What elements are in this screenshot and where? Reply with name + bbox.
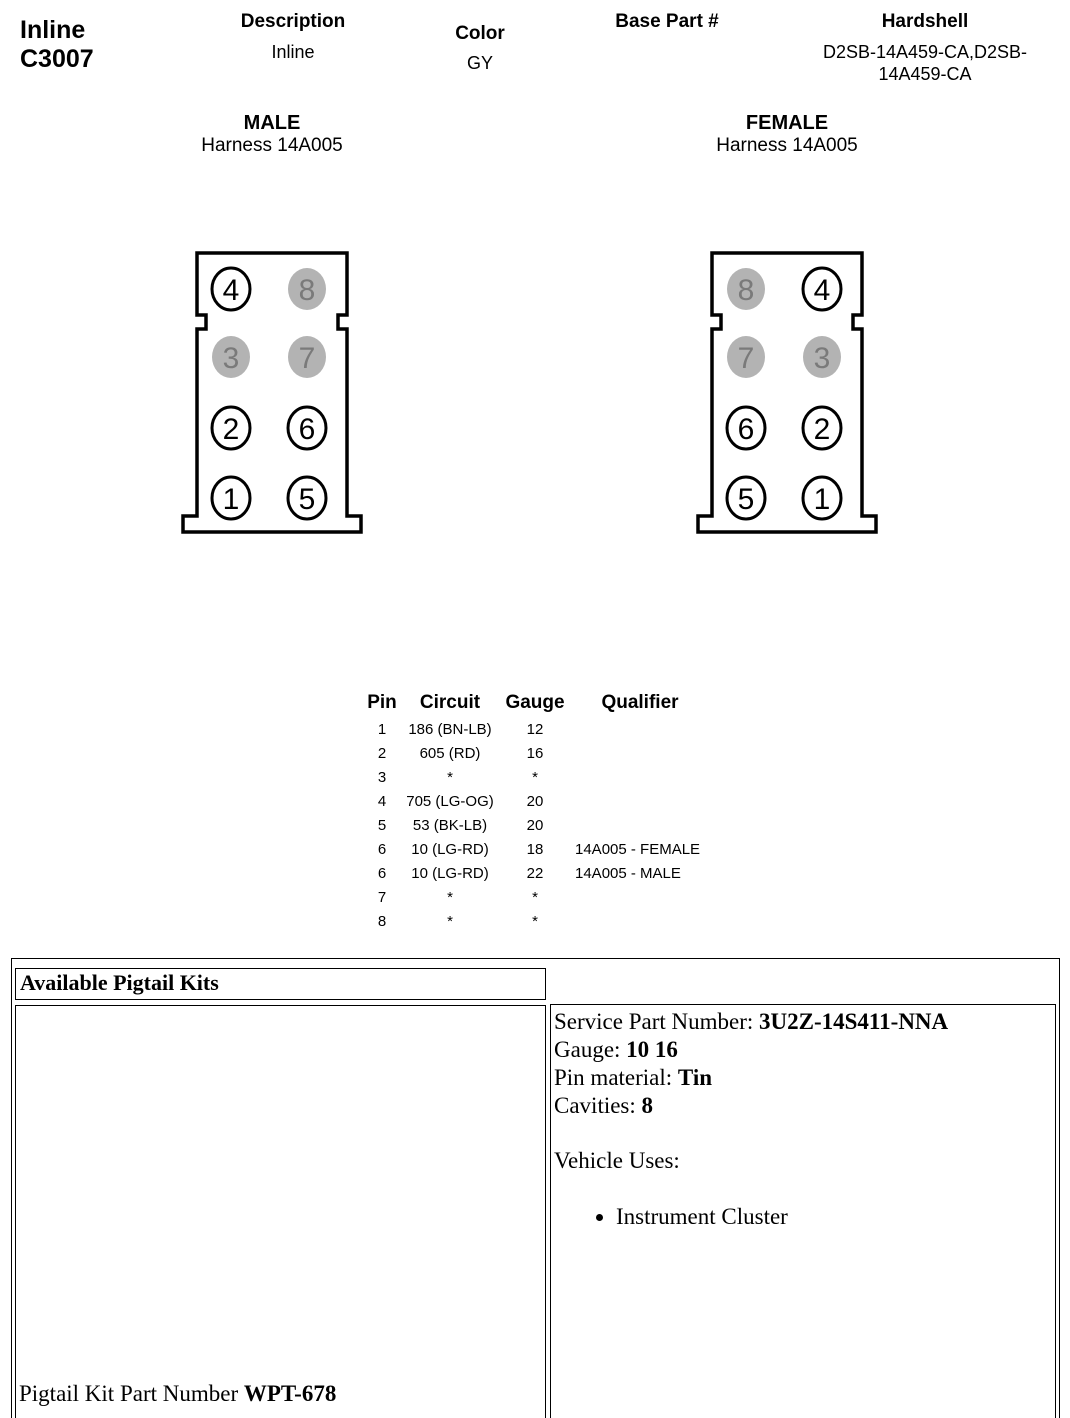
pinout-row-pin: 6 — [377, 841, 387, 858]
pinout-row-circuit: 10 (LG-RD) — [411, 865, 489, 882]
pinout-row-qualifier: 14A005 - MALE — [575, 865, 681, 882]
female-connector-face — [690, 245, 885, 540]
female-view-title: FEMALE — [745, 112, 829, 134]
pinout-row-gauge: 12 — [526, 721, 544, 738]
cavities-value: 8 — [641, 1093, 654, 1118]
pinout-row-circuit: 53 (BK-LB) — [412, 817, 488, 834]
pinout-row-gauge: 20 — [526, 793, 544, 810]
gauge-value: 10 16 — [626, 1037, 678, 1062]
pigtail-details — [554, 1008, 948, 1231]
pinout-row-circuit: 186 (BN-LB) — [408, 721, 492, 738]
pinout-row-circuit: * — [447, 769, 453, 786]
gauge-line — [554, 1036, 948, 1064]
male-pin-1-label: 1 — [222, 483, 240, 516]
cavities-label: Cavities: — [554, 1093, 636, 1118]
kit-part-value: WPT-678 — [243, 1381, 337, 1406]
pinout-row-pin: 3 — [377, 769, 387, 786]
female-view-harness: Harness 14A005 — [716, 135, 858, 156]
pinout-row-pin: 4 — [377, 793, 387, 810]
pinout-row-circuit: 605 (RD) — [419, 745, 481, 762]
pin-material-label: Pin material: — [554, 1065, 673, 1090]
pinout-row-pin: 8 — [377, 913, 387, 930]
male-pin-5-label: 5 — [298, 483, 316, 516]
pinout-row-pin: 5 — [377, 817, 387, 834]
female-pin-7-label: 7 — [737, 342, 755, 375]
hardshell-label: Hardshell — [881, 11, 969, 32]
pinout-row-circuit: 10 (LG-RD) — [411, 841, 489, 858]
female-pin-5-label: 5 — [737, 483, 755, 516]
male-view-harness: Harness 14A005 — [201, 135, 343, 156]
hardshell-value-line1: D2SB-14A459-CA,D2SB- — [822, 42, 1028, 62]
pinout-row-gauge: 22 — [526, 865, 544, 882]
pinout-row-qualifier: 14A005 - FEMALE — [575, 841, 701, 858]
service-part-label: Service Part Number: — [554, 1009, 754, 1034]
female-pin-8-label: 8 — [737, 274, 755, 307]
circuit-column-header: Circuit — [419, 692, 481, 713]
pinout-row-pin: 6 — [377, 865, 387, 882]
connector-type: Inline — [20, 16, 86, 44]
qualifier-column-header: Qualifier — [601, 692, 679, 713]
gauge-label: Gauge: — [554, 1037, 621, 1062]
male-connector-face — [175, 245, 370, 540]
pinout-row-gauge: * — [532, 769, 538, 786]
pinout-row-pin: 2 — [377, 745, 387, 762]
male-pin-2-label: 2 — [222, 413, 240, 446]
pinout-row-pin: 1 — [377, 721, 387, 738]
kit-part-label: Pigtail Kit Part Number — [19, 1381, 239, 1406]
pinout-row-gauge: * — [532, 889, 538, 906]
male-pin-3-label: 3 — [222, 342, 240, 375]
female-pin-4-label: 4 — [813, 274, 831, 307]
base-part-label: Base Part # — [615, 11, 719, 32]
female-pin-3-label: 3 — [813, 342, 831, 375]
pinout-row-gauge: 18 — [526, 841, 544, 858]
description-label: Description — [240, 11, 346, 32]
description-value: Inline — [271, 42, 315, 62]
male-pin-8-label: 8 — [298, 274, 316, 307]
connector-id: C3007 — [20, 45, 94, 73]
vehicle-uses-list — [554, 1203, 948, 1231]
pin-material-line — [554, 1064, 948, 1092]
female-pin-1-label: 1 — [813, 483, 831, 516]
female-pin-6-label: 6 — [737, 413, 755, 446]
hardshell-value-line2: 14A459-CA — [878, 64, 972, 84]
female-connector-housing — [698, 253, 876, 532]
pinout-row-circuit: * — [447, 889, 453, 906]
service-part-line — [554, 1008, 948, 1036]
pigtail-kit-part-number — [19, 1381, 336, 1407]
male-pin-6-label: 6 — [298, 413, 316, 446]
pinout-row-circuit: * — [447, 913, 453, 930]
pin-column-header: Pin — [367, 692, 397, 713]
gauge-column-header: Gauge — [505, 692, 565, 713]
vehicle-uses-label: Vehicle Uses: — [554, 1148, 680, 1173]
pin-material-value: Tin — [677, 1065, 713, 1090]
pinout-row-gauge: * — [532, 913, 538, 930]
pigtail-heading: Available Pigtail Kits — [20, 970, 219, 995]
vehicle-use-item: • Instrument Cluster — [616, 1203, 948, 1231]
male-pin-7-label: 7 — [298, 342, 316, 375]
pinout-row-circuit: 705 (LG-OG) — [406, 793, 494, 810]
color-value: GY — [466, 53, 493, 73]
female-pin-2-label: 2 — [813, 413, 831, 446]
color-label: Color — [455, 23, 505, 44]
male-connector-housing — [183, 253, 361, 532]
pinout-row-gauge: 20 — [526, 817, 544, 834]
cavities-line — [554, 1092, 948, 1120]
pigtail-image-cell — [15, 1005, 546, 1418]
male-pin-4-label: 4 — [222, 274, 240, 307]
pinout-row-gauge: 16 — [526, 745, 544, 762]
pinout-row-pin: 7 — [377, 889, 387, 906]
service-part-value: 3U2Z-14S411-NNA — [759, 1009, 949, 1034]
male-view-title: MALE — [243, 112, 301, 134]
